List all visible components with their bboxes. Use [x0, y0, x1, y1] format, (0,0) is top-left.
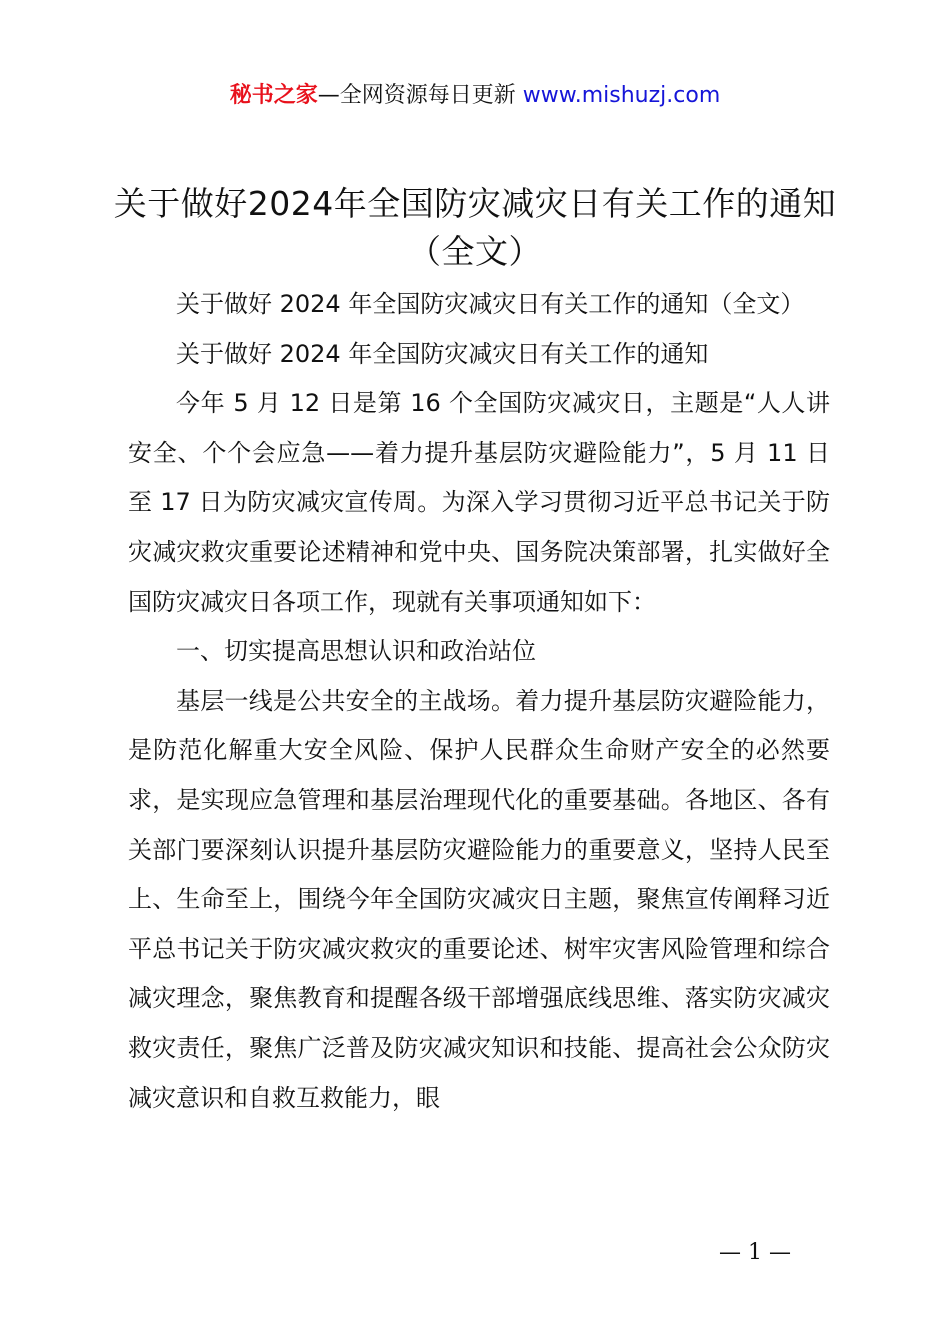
paragraph: 今年 5 月 12 日是第 16 个全国防灾减灾日，主题是“人人讲安全、个个会应急——着力提升基层防灾避险能力”，5 月 11 日至 17 日为防灾减灾宣传周。为深入学习贯彻习近平总书记关于防灾减灾救灾重要论述精神和党中央、国务院决策部署，扎实做好全国防灾减灾日各项工作，现就有关事项通知如下：: [128, 389, 830, 616]
document-body: [128, 280, 830, 1123]
site-tagline: —全网资源每日更新: [317, 83, 523, 108]
page-number: — 1 —: [719, 1240, 791, 1265]
site-brand: 秘书之家: [229, 83, 318, 108]
paragraph: 关于做好 2024 年全国防灾减灾日有关工作的通知（全文）: [176, 290, 805, 318]
site-url: www.mishuzj.com: [522, 83, 721, 108]
section-heading: 一、切实提高思想认识和政治站位: [176, 637, 536, 666]
paragraph: 关于做好 2024 年全国防灾减灾日有关工作的通知: [176, 339, 709, 368]
site-header: [0, 80, 950, 112]
document-title: 关于做好2024年全国防灾减灾日有关工作的通知（全文）: [113, 184, 837, 271]
paragraph: 基层一线是公共安全的主战场。着力提升基层防灾避险能力，是防范化解重大安全风险、保护人民群众生命财产安全的必然要求，是实现应急管理和基层治理现代化的重要基础。各地区、各有关部门要深刻认识提升基层防灾避险能力的重要意义，坚持人民至上、生命至上，围绕今年全国防灾减灾日主题，聚焦宣传阐释习近平总书记关于防灾减灾救灾的重要论述、树牢灾害风险管理和综合减灾理念，聚焦教育和提醒各级干部增强底线思维、落实防灾减灾救灾责任，聚焦广泛普及防灾减灾知识和技能、提高社会公众防灾减灾意识和自救互救能力，眼: [128, 686, 830, 1112]
